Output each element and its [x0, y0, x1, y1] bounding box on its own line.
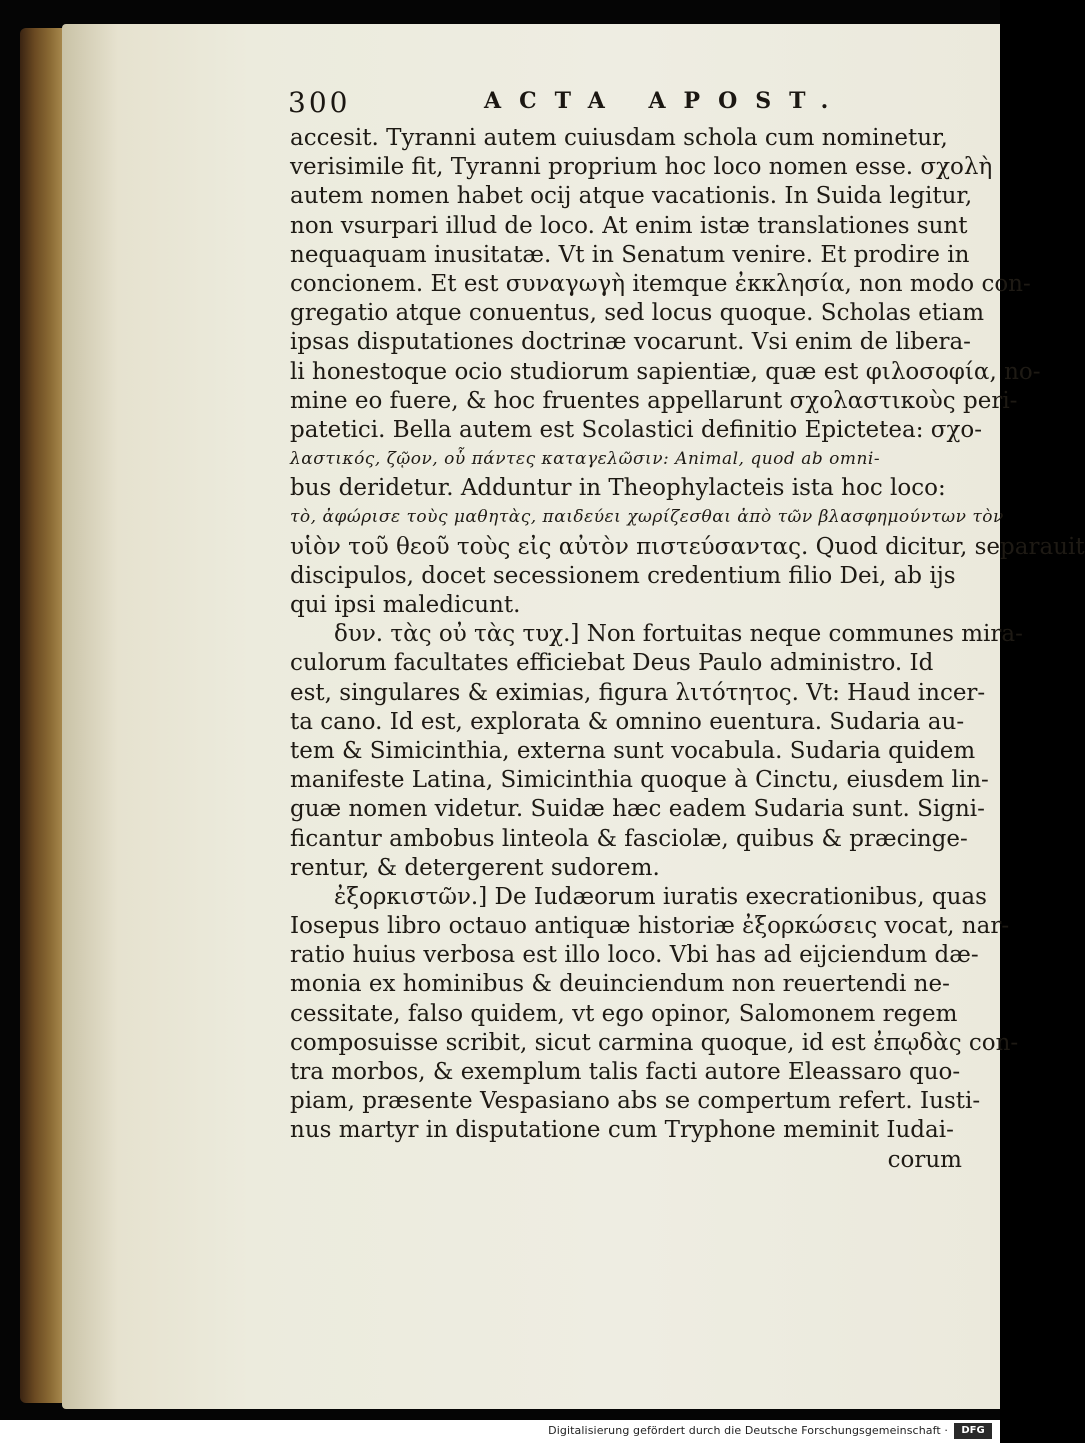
- text-line: cessitate, falso quidem, vt ego opinor, Salomonem regem: [290, 1000, 958, 1027]
- text-line: manifeste Latina, Simicinthia quoque à Cinctu, eiusdem lin-: [290, 767, 989, 794]
- funding-credit: Digitalisierung gefördert durch die Deutsche Forschungsgemeinschaft ·: [548, 1424, 948, 1437]
- text-line: composuisse scribit, sicut carmina quoque, id est ἐπῳδὰς con-: [290, 1029, 1019, 1056]
- text-line: qui ipsi maledicunt.: [290, 592, 521, 618]
- text-line: ratio huius verbosa est illo loco. Vbi has ad eijciendum dæ-: [290, 942, 979, 969]
- text-line: Iosepus libro octauo antiquæ historiæ ἐξορκώσεις vocat, nar-: [290, 913, 1010, 940]
- text-line: ficantur ambobus linteola & fasciolæ, quibus & præcinge-: [290, 825, 968, 852]
- text-line: nequaquam inusitatæ. Vt in Senatum venire. Et prodire in: [290, 241, 970, 268]
- text-line: bus deridetur. Adduntur in Theophylacteis ista hoc loco:: [290, 475, 946, 502]
- text-line: tem & Simicinthia, externa sunt vocabula. Sudaria quidem: [290, 737, 976, 764]
- text-line: patetici. Bella autem est Scolastici definitio Epictetea: σχο-: [290, 416, 983, 443]
- text-line: ipsas disputationes doctrinæ vocarunt. Vsi enim de libera-: [290, 329, 971, 356]
- text-line: concionem. Et est συναγωγὴ itemque ἐκκλησία, non modo con-: [290, 270, 1031, 297]
- running-title: ACTA APOST.: [484, 88, 847, 114]
- text-line: nus martyr in disputatione cum Tryphone meminit Iudai-: [290, 1117, 954, 1144]
- text-line: υἱὸν τοῦ θεοῦ τοὺς εἰς αὐτὸν πιστεύσαντας. Quod dicitur, separauit: [290, 533, 1085, 560]
- text-line: culorum facultates efficiebat Deus Paulo administro. Id: [290, 650, 934, 677]
- text-line: non vsurpari illud de loco. At enim istæ translationes sunt: [290, 212, 968, 239]
- running-head: [288, 86, 968, 120]
- text-line: monia ex hominibus & deuinciendum non reuertendi ne-: [290, 971, 950, 998]
- text-line: piam, præsente Vespasiano abs se compertum refert. Iusti-: [290, 1088, 981, 1115]
- text-line: guæ nomen videtur. Suidæ hæc eadem Sudaria sunt. Signi-: [290, 796, 985, 823]
- text-line: verisimile fit, Tyranni proprium hoc loco nomen esse. σχολὴ: [290, 154, 993, 181]
- digitization-footer: [0, 1420, 1000, 1443]
- text-line: autem nomen habet ocij atque vacationis. In Suida legitur,: [290, 183, 973, 210]
- text-line-greek: τὸ, ἀφώρισε τοὺς μαθητὰς, παιδεύει χωρίζεσθαι ἀπὸ τῶν βλασφημούντων τὸν: [290, 507, 1004, 528]
- dfg-logo-icon: DFG: [954, 1423, 992, 1439]
- text-line: est, singulares & eximias, figura λιτότητος. Vt: Haud incer-: [290, 679, 986, 706]
- page-number: 300: [288, 86, 351, 119]
- text-line-greek: λαστικός, ζῷον, οὗ πάντες καταγελῶσιν: Animal, quod ab omni-: [290, 449, 881, 470]
- text-line: discipulos, docet secessionem credentium filio Dei, ab ijs: [290, 562, 956, 589]
- paragraph-lemma-line: ἐξορκιστῶν.] De Iudæorum iuratis execrationibus, quas: [334, 883, 987, 910]
- catchword: corum: [887, 1146, 962, 1173]
- text-line: mine eo fuere, & hoc fruentes appellarunt σχολαστικοὺς peri-: [290, 387, 1018, 414]
- text-line: rentur, & detergerent sudorem.: [290, 854, 660, 881]
- text-line: tra morbos, & exemplum talis facti autore Eleassaro quo-: [290, 1059, 961, 1085]
- text-line: li honestoque ocio studiorum sapientiæ, quæ est φιλοσοφία, no-: [290, 358, 1041, 385]
- paragraph-lemma-line: δυν. τὰς οὐ τὰς τυχ.] Non fortuitas neque communes mira-: [334, 621, 1023, 648]
- page-text: [290, 124, 1085, 1175]
- text-line: gregatio atque conuentus, sed locus quoque. Scholas etiam: [290, 300, 985, 327]
- text-line: ta cano. Id est, explorata & omnino euentura. Sudaria au-: [290, 708, 965, 735]
- text-line: accesit. Tyranni autem cuiusdam schola cum nominetur,: [290, 125, 948, 151]
